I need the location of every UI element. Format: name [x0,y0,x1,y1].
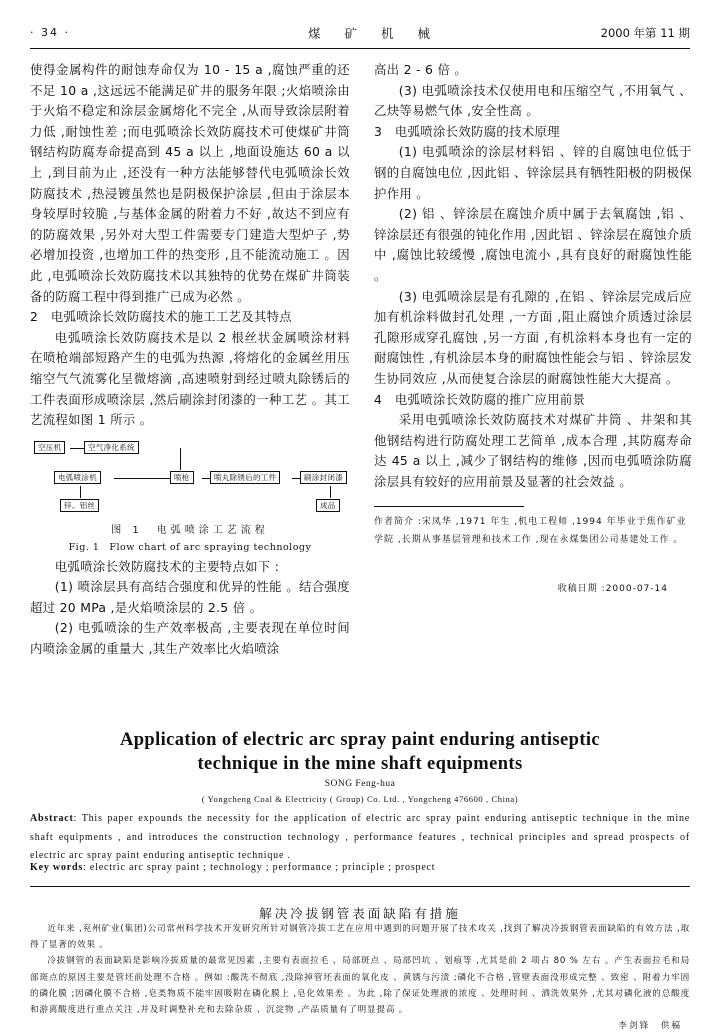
figure-caption-en: Fig. 1 Flow chart of arc spraying technology [68,541,312,553]
author-note-rule [374,506,524,513]
product-box: 成品 [316,499,340,512]
flow-connector [292,478,300,479]
spray-gun-box: 喷枪 [170,471,194,484]
flow-connector [114,478,170,479]
abstract-text: : This paper expounds the necessity for the application of electric arc spray paint enduring antiseptic technique in the mine shaft equipments , and introduces the construction technology , performance features , technical principles and spread prospects of electric arc spray paint enduring antiseptic technique . [30,813,690,861]
paragraph: 电弧喷涂长效防腐技术的主要特点如下 : [54,558,280,574]
english-title [30,728,690,776]
section-heading-4: 4 电弧喷涂长效防腐的推广应用前景 [374,391,586,407]
paragraph: 使得金属构件的耐蚀寿命仅为 10 - 15 a ,腐蚀严重的还不足 10 a ,这远远不能满足矿井的服务年限 ;火焰喷涂由于火焰不稳定和涂层金属熔化不完全 ,从而导致涂层附着力低 ,耐蚀性差 ;而电弧喷涂长效防腐技术可使煤矿井筒钢结构防腐寿命提高到 45 a 以上 ,地面设施达 60 a 以上 ,到目前为止 ,还没有一种方法能够替代电弧喷涂长效防腐技术 ,热浸镀虽然也是阴极保护涂层 ,但由于涂层本身较厚时较脆 ,与基体金属的附着力不好 ,故达不到应有的防腐效果 ,另外对大型工件需要专门建造大型炉子 ,势必增加投资 ,也增加工件的热变形 ,且不能流动施工 。因此 ,电弧喷涂长效防腐技术以其独特的优势在煤矿井筒装备的防腐工程中得到推广已成为必然 。 [30,62,350,304]
flow-connector [70,448,84,449]
paragraph: 近年来 ,兖州矿业(集团)公司常州科学技术开发研究所针对钢管冷拔工艺在应用中遇到的问题开展了技术攻关 ,找到了解决冷拔钢管表面缺陷的有效方法 ,取得了显著的效果 。 [30,924,690,951]
section-rule [30,886,690,887]
left-column [30,60,350,660]
paragraph: 冷拔钢管的表面缺陷是影响冷拔质量的最常见因素 ,主要有表面拉毛 、局部斑点 、局部凹坑 、划痕等 ,尤其是前 2 项占 80 % 左右 。产生表面拉毛和局部斑点的原因主要是管坯前处理不合格 。例如 :酸洗不彻底 ,没除掉管坯表面的氧化皮 、黄锈与污渍 ;磷化不合格 ,管壁表面没形成完整 、致密 、附着力牢固的磷化膜 ;因磷化膜不合格 ,皂类物质不能牢固吸附在磷化膜上 ,皂化效果差 。为此 ,除了保证处理液的浓度 、处理时间 、酒洗效果外 ,尤其对磷化液的总酸度和游离酸度进行重点关注 ,并及时调整补充和去除杂质 、沉淀物 ,产品质量有了明显提高 。 [30,956,690,1016]
header-rule [30,48,690,49]
air-system-box: 空气净化系统 [84,441,139,454]
blasted-workpiece-box: 喷丸除锈后的工件 [210,471,280,484]
flow-connector [202,478,210,479]
paragraph: 高出 2 - 6 倍 。 [374,62,468,77]
keywords-label: Key words [30,862,84,873]
paragraph: (2) 电弧喷涂的生产效率极高 ,主要表现在单位时间内喷涂金属的重量大 ,其生产效率比火焰喷涂 [30,620,350,657]
english-affiliation: ( Yongcheng Coal & Electricity ( Group) Co. Ltd. , Yongcheng 476600 , China) [201,794,519,804]
page-number: · 34 · [30,26,70,39]
news-signature: 李剑锋 供稿 [612,1019,682,1031]
flow-connector [180,448,181,470]
english-author: SONG Feng-hua [324,779,396,789]
issue-label: 2000 年第 11 期 [600,26,690,40]
figure-caption: 图 1 电弧喷涂工艺流程 [111,524,269,536]
news-body [30,921,690,1018]
flow-connector [330,486,331,498]
abstract-label: Abstract [30,813,74,824]
paragraph: (3) 电弧喷涂层是有孔隙的 ,在铝 、锌涂层完成后应加有机涂料做封孔处理 ,一方面 ,阻止腐蚀介质透过涂层孔隙形成穿孔腐蚀 ,另一方面 ,有机涂料本身也有一定的耐腐蚀性 ,有机涂层本身的耐腐蚀性能会与铝 、锌涂层发生协同效应 ,从而使复合涂层的耐腐蚀性能大大提高 。 [374,288,692,386]
english-abstract [30,810,690,866]
news-title: 解决冷拔钢管表面缺陷有措施 [259,906,461,921]
sealing-paint-box: 刷涂封闭漆 [300,471,347,484]
paragraph: 电弧喷涂长效防腐技术是以 2 根丝状金属喷涂材料在喷枪端部短路产生的电弧为热源 ,将熔化的金属丝用压缩空气气流雾化呈微熔滴 ,高速喷射到经过喷丸除锈后的工件表面形成喷涂层 ,然后刷涂封闭漆的一种工艺 。其工艺流程如图 1 所示 。 [30,329,350,428]
compressor-box: 空压机 [34,441,65,454]
paragraph: (2) 铝 、锌涂层在腐蚀介质中属于去氧腐蚀 ,铝 、锌涂层还有很强的钝化作用 ,因此铝 、锌涂层在腐蚀介质中 ,腐蚀比较缓慢 ,腐蚀电流小 ,具有良好的耐腐蚀性能 。 [374,206,692,283]
section-heading-3: 3 电弧喷涂长效防腐的技术原理 [374,123,560,139]
page-header [30,24,690,44]
english-keywords [30,862,690,873]
section-heading-2: 2 电弧喷涂长效防腐技术的施工工艺及其特点 [30,309,292,325]
paragraph: 采用电弧喷涂长效防腐技术对煤矿井筒 、井架和其他钢结构进行防腐处理工艺简单 ,成本合理 ,其防腐寿命达 45 a 以上 ,减少了钢结构的维修 ,因而电弧喷涂防腐涂层具有较好的应用前景及显著的社会效益 。 [374,412,692,489]
keywords-text: : electric arc spray paint ; technology ; performance ; principle ; prospect [83,862,436,873]
paragraph: (1) 电弧喷涂的涂层材料铝 、锌的自腐蚀电位低于钢的自腐蚀电位 ,因此铝 、锌涂层具有牺牲阳极的阴极保护作用 。 [374,144,692,201]
paragraph: (3) 电弧喷涂技术仅使用电和压缩空气 ,不用氧气 、乙炔等易燃气体 ,安全性高 。 [374,82,692,119]
flow-connector [80,486,81,498]
right-column [374,60,692,600]
received-date: 收稿日期 :2000-07-14 [557,584,668,595]
journal-name: 煤矿机械 [308,26,455,41]
author-note: 作者简介 :宋凤华 ,1971 年生 ,机电工程师 ,1994 年毕业于焦作矿业学院 ,长期从事基层管理和技术工作 ,现在永煤集团公司基建处工作 。 [374,517,687,546]
english-title-line: Application of electric arc spray paint enduring antiseptic [119,730,601,750]
english-title-line: technique in the mine shaft equipments [197,754,523,774]
paragraph: (1) 喷涂层具有高结合强度和优异的性能 。结合强度超过 20 MPa ,是火焰喷涂层的 2.5 倍 。 [30,579,350,615]
wire-box: 锌、铝丝 [60,499,99,512]
arc-machine-box: 电弧喷涂机 [54,471,101,484]
process-flow-diagram [30,439,350,521]
